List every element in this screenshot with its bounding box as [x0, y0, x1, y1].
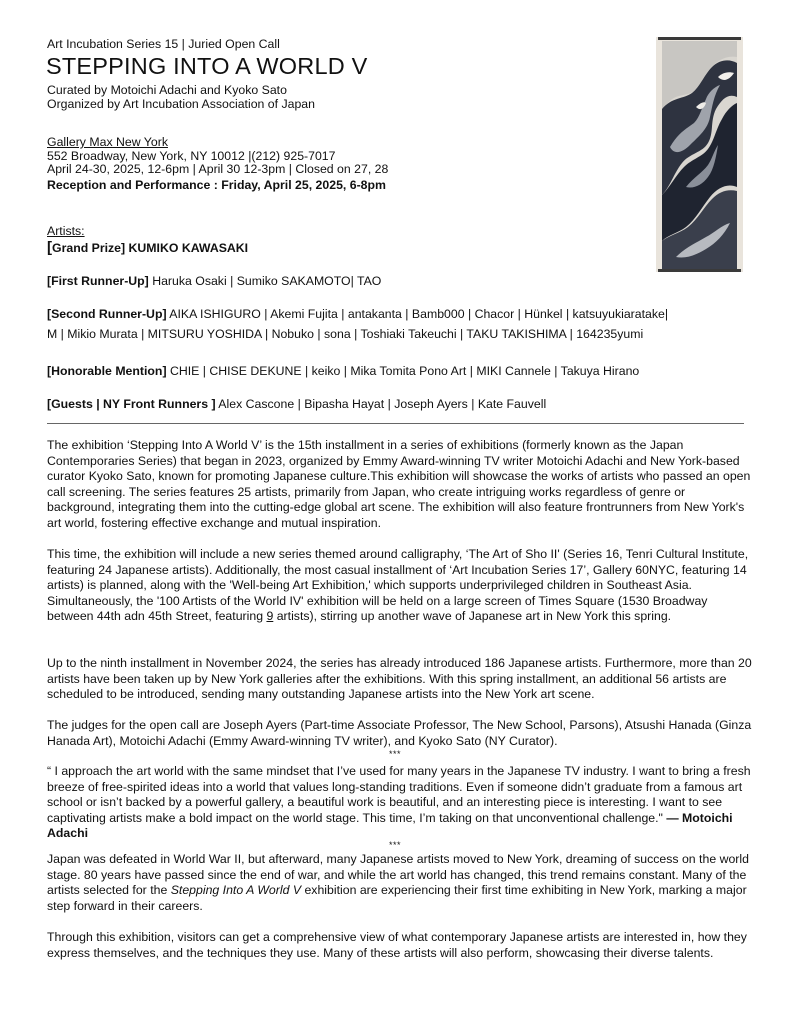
gallery-name: Gallery Max New York: [47, 135, 168, 149]
organizer-line: Organized by Art Incubation Association of Japan: [47, 97, 315, 111]
second-runner-up-names: AIKA ISHIGURO | Akemi Fujita | antakanta | Bamb000 | Chacor | Hünkel | katsuyukiaratake|: [166, 307, 669, 321]
artists-label: Artists:: [47, 224, 85, 238]
series-heading: Art Incubation Series 15 | Juried Open Call: [47, 37, 280, 51]
first-runner-up-label: [First Runner-Up]: [47, 274, 149, 288]
first-runner-up-line: [47, 274, 381, 289]
paragraph-postwar-text-a: Japan was defeated in World War II, but afterward, many Japanese artists moved to New York, dreaming of success on the world stage. 80 years have passed since the end of war, and while the art world has changed, this trend remains constant. Many of the artists selected for the: [47, 852, 749, 898]
paragraph-judges: The judges for the open call are Joseph Ayers (Part-time Associate Professor, The New School, Parsons), Atsushi Hanada (Ginza Hanada Art), Motoichi Adachi (Emmy Award-winning TV writer), and Kyoko Sato (NY Curator).: [47, 718, 752, 748]
grand-prize-bracket: [: [47, 239, 52, 256]
honorable-mention-names: CHIE | CHISE DEKUNE | keiko | Mika Tomita Pono Art | MIKI Cannele | Takuya Hirano: [166, 364, 640, 378]
reception-line: Reception and Performance : Friday, April 25, 2025, 6-8pm: [47, 178, 386, 192]
paragraph-history: Up to the ninth installment in November 2024, the series has already introduced 186 Japanese artists. Furthermore, more than 20 artists have been taken up by New York galleries after the exhibitions. With this spring installment, an additional 56 artists are scheduled to be introduced, sending many outstanding Japanese artists into the New York art scene.: [47, 656, 752, 702]
exhibition-hours: April 24-30, 2025, 12-6pm | April 30 12-3pm | Closed on 27, 28: [47, 162, 389, 176]
paragraph-postwar-text-b: exhibition are experiencing their first time exhibiting in New York, marking a major step forward in their careers.: [47, 883, 747, 913]
quote-text: “ I approach the art world with the same mindset that I’ve used for many years in the Japanese TV industry. I want to bring a fresh breeze of free-spirited ideas into a world that values long-standing traditions. Even if someone didn’t graduate from a famous art school or isn’t backed by a powerful gallery, a beautiful work is beautiful, and an interesting piece is interesting. I want to see captivating artists make a bold impact on the world stage. This time, I’m taking on that unconventional challenge.": [47, 764, 751, 825]
times-square-artist-count: 9: [266, 609, 274, 624]
grand-prize-names: KUMIKO KAWASAKI: [125, 241, 249, 255]
paragraph-series-text-a: This time, the exhibition will include a new series themed around calligraphy, ‘The Art of Sho II' (Series 16, Tenri Cultural Institute, featuring 24 Japanese artists). Additionally, the most casual installment of ‘Art Incubation Series 17’, Gallery 60NYC, featuring 14 artists) is planned, along with the 'Well-being Art Exhibition,' which supports underprivileged children in Southeast Asia. Simultaneously, the '100 Artists of the World IV' exhibition will be held on a large screen of Times Square (1530 Broadway between 44th adn 45th Street, featuring: [47, 547, 749, 624]
paragraph-intro: The exhibition ‘Stepping Into A World V’ is the 15th installment in a series of exhibitions (formerly known as the Japan Contemporaries Series) that began in 2023, organized by Emmy Award-winning TV writer Motoichi Adachi and New York-based curator Kyoko Sato, known for promoting Japanese culture.This exhibition will showcase the works of artists who passed an open call screening. The series features 25 artists, primarily from Japan, who create intriguing works regardless of genre or background, integrating them into the cutting-edge global art scene. The exhibition will also feature frontrunners from New York's art world, fostering effective exchange and mutual inspiration.: [47, 438, 751, 530]
artwork-image: [656, 37, 743, 272]
paragraph-closing: Through this exhibition, visitors can get a comprehensive view of what contemporary Japanese artists are interested in, how they express themselves, and the techniques they use. Many of these artists will also perform, showcasing their diverse talents.: [47, 930, 747, 960]
paragraph-series: [47, 547, 752, 625]
separator-stars: ***: [389, 749, 402, 759]
second-runner-up-line-2: M | Mikio Murata | MITSURU YOSHIDA | Nobuko | sona | Toshiaki Takeuchi | TAKU TAKISHIMA | 164235yumi: [47, 327, 644, 341]
guests-names: Alex Cascone | Bipasha Hayat | Joseph Ayers | Kate Fauvell: [215, 397, 547, 411]
second-runner-up-line: [47, 307, 668, 322]
curators-line: Curated by Motoichi Adachi and Kyoko Sato: [47, 83, 287, 97]
guests-label: [Guests | NY Front Runners ]: [47, 397, 216, 411]
quote-author: — Motoichi Adachi: [47, 810, 733, 841]
section-divider: [47, 423, 744, 424]
second-runner-up-label: [Second Runner-Up]: [47, 307, 167, 321]
honorable-mention-label: [Honorable Mention]: [47, 364, 167, 378]
grand-prize-label: Grand Prize]: [52, 241, 126, 255]
exhibition-title: STEPPING INTO A WORLD V: [46, 53, 368, 79]
exhibition-title-italic: Stepping Into A World V: [170, 883, 302, 898]
gallery-address: 552 Broadway, New York, NY 10012 |(212) 925-7017: [47, 149, 336, 163]
first-runner-up-names: Haruka Osaki | Sumiko SAKAMOTO| TAO: [148, 274, 382, 288]
paragraph-series-text-b: artists), stirring up another wave of Japanese art in New York this spring.: [273, 609, 672, 624]
separator-stars-2: ***: [389, 840, 402, 850]
paragraph-postwar: [47, 852, 752, 914]
curator-quote: [47, 764, 752, 842]
honorable-mention-line: [47, 364, 639, 379]
guests-line: [47, 397, 546, 412]
grand-prize-line: [47, 240, 248, 256]
